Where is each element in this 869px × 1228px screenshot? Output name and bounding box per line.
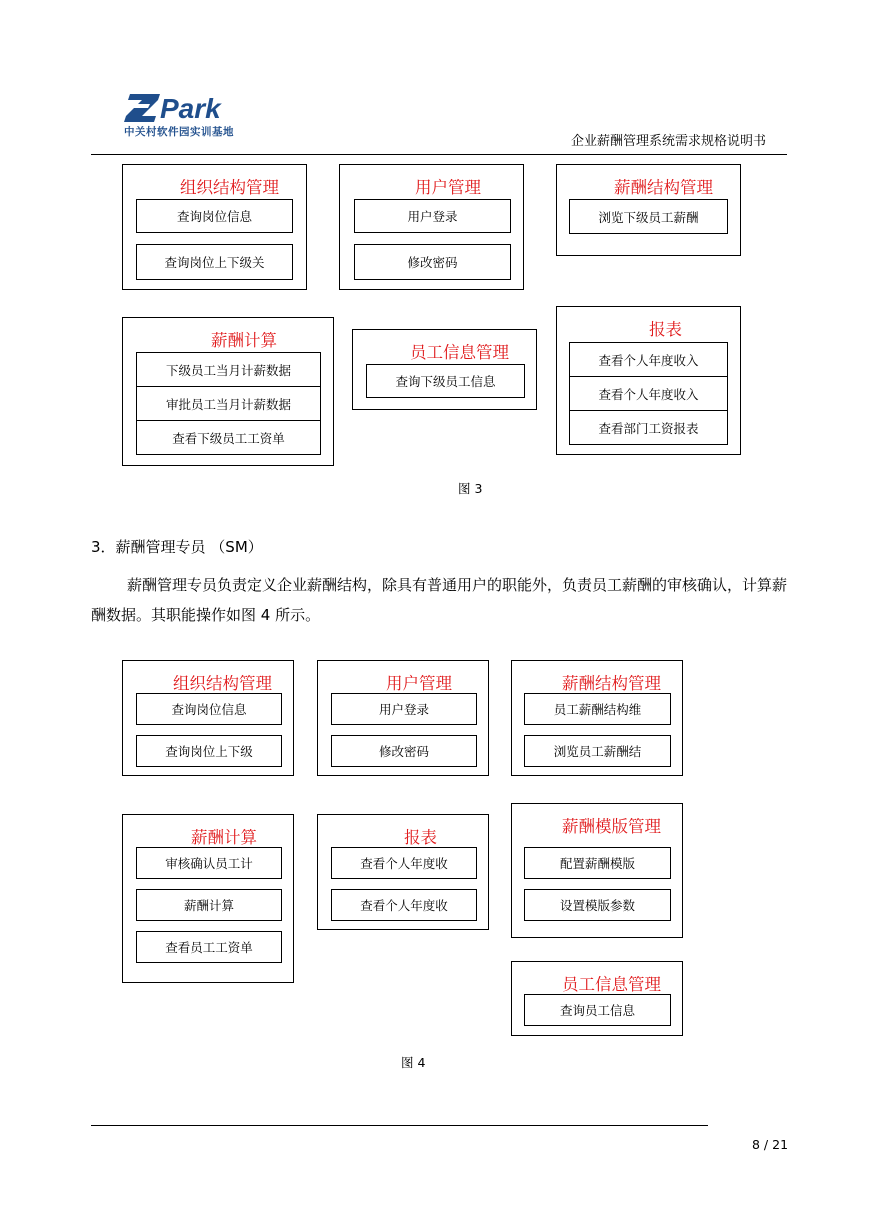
fig3-salary-struct-item-1: 浏览下级员工薪酬 xyxy=(569,199,728,234)
fig4-caption: 图 4 xyxy=(401,1055,426,1070)
svg-text:Park: Park xyxy=(160,93,221,124)
fig4-calc-title: 薪酬计算 xyxy=(191,828,257,847)
fig3-user-item-1: 用户登录 xyxy=(354,199,511,233)
fig3-emp-info-item-1: 查询下级员工信息 xyxy=(366,364,525,398)
zpark-logo-mark xyxy=(124,90,264,124)
fig3-calc-item-2: 审批员工当月计薪数据 xyxy=(136,386,321,421)
section-paragraph: 薪酬管理专员负责定义企业薪酬结构，除具有普通用户的职能外，负责员工薪酬的审核确认，计算薪酬数据。其职能操作如图 4 所示。 xyxy=(91,576,788,624)
fig3-calc-item-1: 下级员工当月计薪数据 xyxy=(136,352,321,387)
fig4-salary-struct-item-2: 浏览员工薪酬结 xyxy=(524,735,671,767)
fig3-emp-info-title: 员工信息管理 xyxy=(410,343,509,362)
fig4-template-box xyxy=(511,803,683,938)
fig3-report-item-1: 查看个人年度收入 xyxy=(569,342,728,377)
fig3-report-box xyxy=(556,306,741,455)
fig3-org-title: 组织结构管理 xyxy=(180,178,279,197)
fig4-salary-struct-title: 薪酬结构管理 xyxy=(562,674,661,693)
fig4-salary-struct-box xyxy=(511,660,683,776)
fig4-emp-info-title: 员工信息管理 xyxy=(562,975,661,994)
fig3-calc-box xyxy=(122,317,334,466)
fig4-report-item-1: 查看个人年度收 xyxy=(331,847,477,879)
fig3-user-box xyxy=(339,164,524,290)
fig3-emp-info-box xyxy=(352,329,537,410)
fig4-template-item-1: 配置薪酬模版 xyxy=(524,847,671,879)
fig4-calc-item-2: 薪酬计算 xyxy=(136,889,282,921)
fig4-user-item-1: 用户登录 xyxy=(331,693,477,725)
fig3-salary-struct-title: 薪酬结构管理 xyxy=(614,178,713,197)
fig4-calc-item-1: 审核确认员工计 xyxy=(136,847,282,879)
fig3-salary-struct-box xyxy=(556,164,741,256)
fig3-caption: 图 3 xyxy=(458,481,483,496)
fig3-org-box xyxy=(122,164,307,290)
fig4-template-item-2: 设置模版参数 xyxy=(524,889,671,921)
fig4-org-item-2: 查询岗位上下级 xyxy=(136,735,282,767)
fig4-emp-info-item-1: 查询员工信息 xyxy=(524,994,671,1026)
zpark-logo xyxy=(124,90,264,138)
fig4-emp-info-box xyxy=(511,961,683,1036)
fig3-report-title: 报表 xyxy=(649,320,682,339)
fig4-calc-item-3: 查看员工工资单 xyxy=(136,931,282,963)
fig4-org-item-1: 查询岗位信息 xyxy=(136,693,282,725)
fig3-calc-title: 薪酬计算 xyxy=(211,331,277,350)
fig3-org-item-1: 查询岗位信息 xyxy=(136,199,293,233)
fig3-org-item-2: 查询岗位上下级关 xyxy=(136,244,293,280)
fig4-calc-box xyxy=(122,814,294,983)
logo-subtitle: 中关村软件园实训基地 xyxy=(124,126,234,138)
fig4-user-item-2: 修改密码 xyxy=(331,735,477,767)
fig4-user-title: 用户管理 xyxy=(386,674,452,693)
fig3-user-item-2: 修改密码 xyxy=(354,244,511,280)
document-title: 企业薪酬管理系统需求规格说明书 xyxy=(571,134,767,149)
footer-rule xyxy=(91,1125,708,1126)
header-rule xyxy=(91,154,787,155)
fig4-org-title: 组织结构管理 xyxy=(173,674,272,693)
fig4-report-box xyxy=(317,814,489,930)
fig3-report-item-3: 查看部门工资报表 xyxy=(569,410,728,445)
fig4-org-box xyxy=(122,660,294,776)
fig3-calc-item-3: 查看下级员工工资单 xyxy=(136,420,321,455)
page-number: 8 / 21 xyxy=(752,1137,789,1152)
fig4-user-box xyxy=(317,660,489,776)
fig4-salary-struct-item-1: 员工薪酬结构维 xyxy=(524,693,671,725)
fig3-user-title: 用户管理 xyxy=(415,178,481,197)
fig4-report-item-2: 查看个人年度收 xyxy=(331,889,477,921)
fig3-report-item-2: 查看个人年度收入 xyxy=(569,376,728,411)
fig4-template-title: 薪酬模版管理 xyxy=(562,817,661,836)
section-heading: 3．薪酬管理专员 （SM） xyxy=(91,538,263,556)
fig4-report-title: 报表 xyxy=(404,828,437,847)
